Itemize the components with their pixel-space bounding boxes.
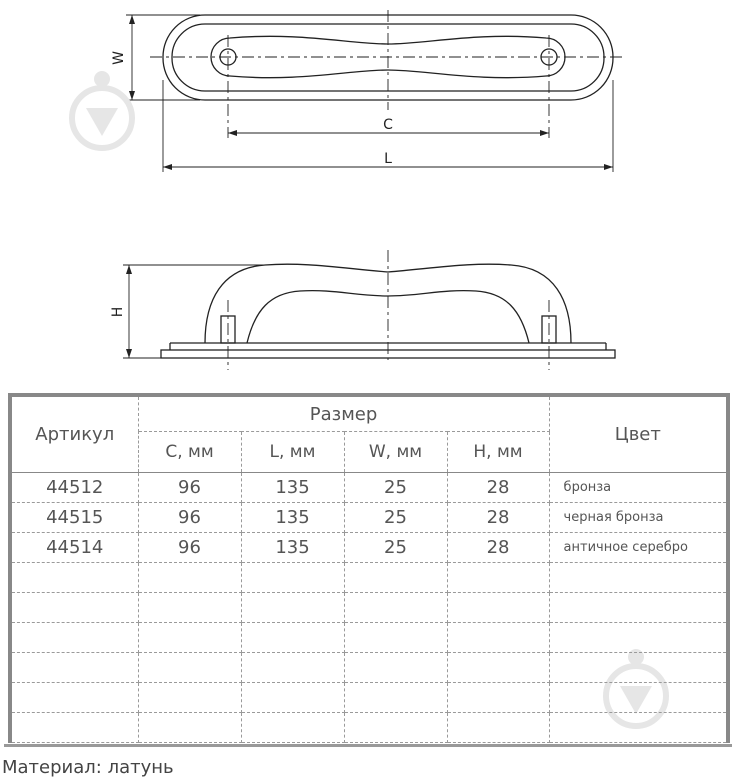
watermark-logo-icon	[68, 70, 136, 152]
cell-w: 25	[344, 473, 447, 503]
cell-color: античное серебро	[549, 533, 728, 563]
cell-color: бронза	[549, 473, 728, 503]
table-row	[10, 503, 728, 533]
header-h: H, мм	[447, 432, 549, 473]
cell-article: 44515	[10, 503, 138, 533]
header-c: C, мм	[138, 432, 241, 473]
table-header-row	[10, 395, 728, 432]
header-color: Цвет	[549, 395, 728, 473]
cell-c: 96	[138, 503, 241, 533]
table-bottom-rule	[4, 744, 732, 747]
header-article: Артикул	[10, 395, 138, 473]
header-l: L, мм	[241, 432, 344, 473]
cell-h: 28	[447, 473, 549, 503]
table-row-empty	[10, 653, 728, 683]
material-note: Материал: латунь	[2, 757, 174, 778]
cell-h: 28	[447, 533, 549, 563]
cell-c: 96	[138, 533, 241, 563]
cell-h: 28	[447, 503, 549, 533]
cell-c: 96	[138, 473, 241, 503]
header-w: W, мм	[344, 432, 447, 473]
header-size-group: Размер	[138, 395, 549, 432]
table-row-empty	[10, 563, 728, 593]
cell-w: 25	[344, 533, 447, 563]
cell-l: 135	[241, 503, 344, 533]
cell-l: 135	[241, 473, 344, 503]
cell-w: 25	[344, 503, 447, 533]
dim-label-h: H	[110, 306, 126, 318]
table-row-empty	[10, 683, 728, 713]
table-row-empty	[10, 623, 728, 653]
cell-color: черная бронза	[549, 503, 728, 533]
table-row-empty	[10, 593, 728, 623]
cell-article: 44512	[10, 473, 138, 503]
dim-label-c: C	[383, 117, 393, 133]
dim-label-l: L	[384, 151, 392, 167]
cell-l: 135	[241, 533, 344, 563]
table-row	[10, 473, 728, 503]
spec-table	[8, 393, 730, 743]
cell-article: 44514	[10, 533, 138, 563]
table-row	[10, 533, 728, 563]
dim-label-w: W	[111, 51, 127, 65]
table-row-empty	[10, 713, 728, 743]
technical-drawing	[0, 0, 736, 390]
